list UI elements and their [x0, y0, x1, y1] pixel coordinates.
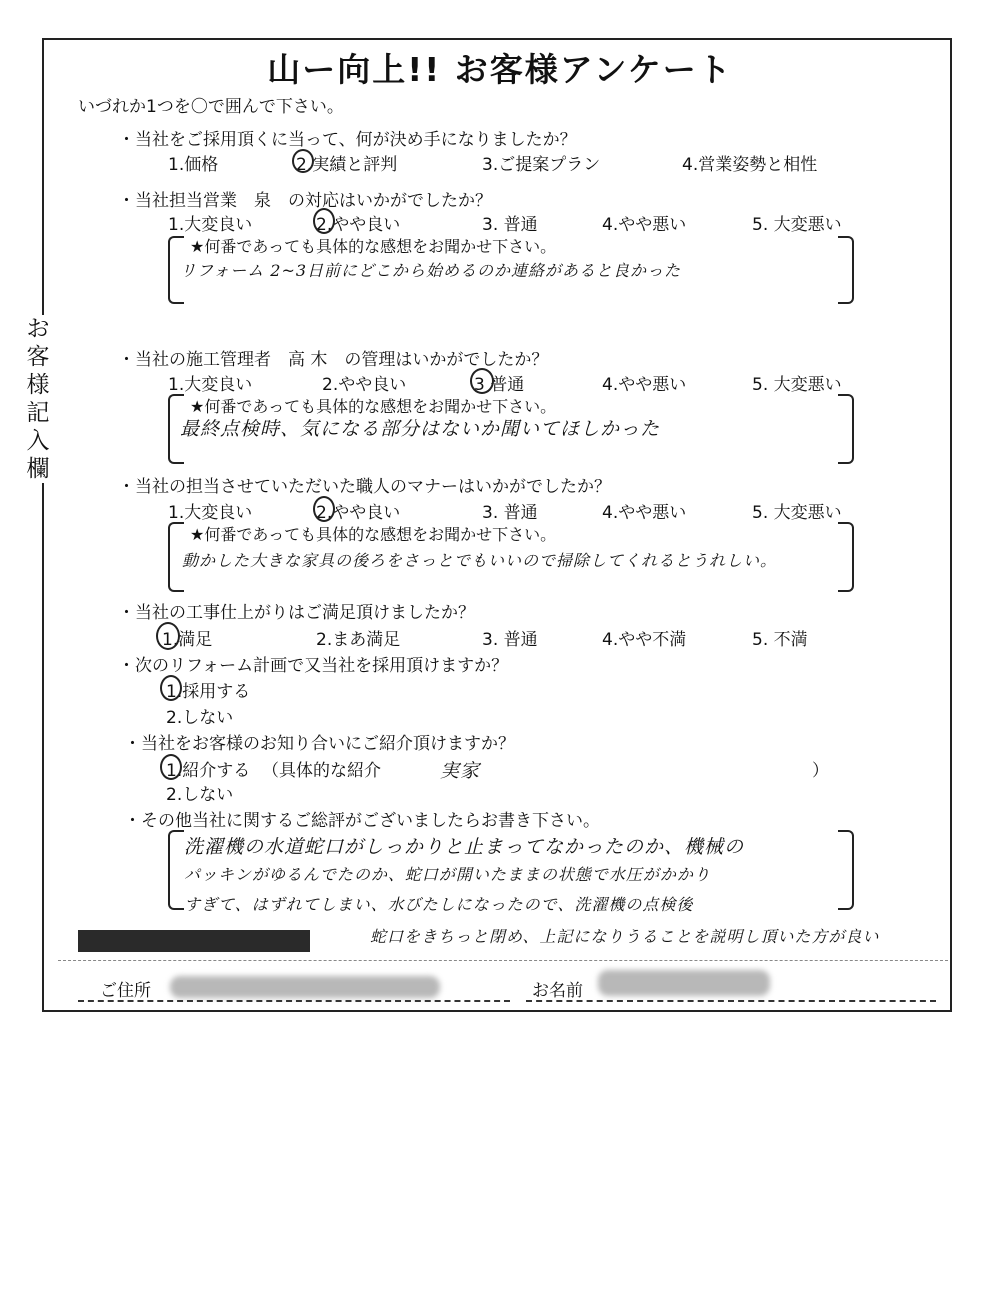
question-3: ・当社の施工管理者 高 木 の管理はいかがでしたか？ — [118, 350, 549, 370]
q3-option-1[interactable]: 1.大変良い — [168, 375, 253, 395]
selection-circle — [160, 754, 182, 780]
q4-option-3[interactable]: 3. 普通 — [482, 503, 538, 523]
q1-option-1[interactable]: 1.価格 — [168, 155, 219, 175]
q7-close-paren: ） — [812, 761, 829, 781]
address-redacted — [170, 976, 440, 998]
address-line — [78, 1000, 510, 1002]
page-title: 山ー向上!! お客様アンケート — [267, 50, 733, 89]
selection-circle — [160, 675, 182, 701]
sidebar-char: 記 — [26, 400, 50, 426]
q5-option-2[interactable]: 2.まあ満足 — [316, 630, 401, 650]
comment-bracket-right — [838, 236, 854, 304]
q2-option-3[interactable]: 3. 普通 — [482, 215, 538, 235]
sidebar-char: 入 — [26, 428, 50, 454]
divider-line — [58, 960, 948, 961]
question-2: ・当社担当営業 泉 の対応はいかがでしたか？ — [118, 191, 492, 211]
question-4: ・当社の担当させていただいた職人のマナーはいかがでしたか？ — [118, 477, 611, 497]
q1-option-2[interactable]: 2.実績と評判 — [296, 155, 398, 175]
comment-prompt: ★何番であっても具体的な感想をお聞かせ下さい。 — [190, 397, 557, 416]
sidebar-char: お — [26, 316, 50, 342]
comment-prompt: ★何番であっても具体的な感想をお聞かせ下さい。 — [190, 237, 557, 256]
comment-prompt: ★何番であっても具体的な感想をお聞かせ下さい。 — [190, 525, 557, 544]
selection-circle — [313, 208, 335, 234]
q5-option-1[interactable]: 1.満足 — [162, 630, 213, 650]
comment-bracket-right — [838, 394, 854, 464]
q3-option-3[interactable]: 3 普通 — [474, 375, 525, 395]
name-label: お名前 — [532, 981, 583, 1001]
comment-bracket-right — [838, 830, 854, 910]
q3-option-5[interactable]: 5. 大変悪い — [752, 375, 842, 395]
question-1: ・当社をご採用頂くに当って、何が決め手になりましたか？ — [118, 130, 577, 150]
q8-comment-line: 蛇口をきちっと閉め、上記になりうることを説明し頂いた方が良い — [370, 927, 880, 946]
q4-option-1[interactable]: 1.大変良い — [168, 503, 253, 523]
instruction-text: いづれか1つを〇で囲んで下さい。 — [78, 97, 344, 117]
q5-option-5[interactable]: 5. 不満 — [752, 630, 808, 650]
q7-specific-label: （具体的な紹介 — [262, 761, 381, 781]
question-6: ・次のリフォーム計画で又当社を採用頂けますか？ — [118, 656, 509, 676]
q7-option-2[interactable]: 2.しない — [166, 785, 234, 805]
q6-option-2[interactable]: 2.しない — [166, 708, 234, 728]
q8-comment-line: 洗濯機の水道蛇口がしっかりと止まってなかったのか、機械の — [184, 836, 745, 858]
name-line — [526, 1000, 936, 1002]
q4-option-5[interactable]: 5. 大変悪い — [752, 503, 842, 523]
name-redacted — [598, 970, 770, 996]
selection-circle — [292, 149, 314, 173]
q5-option-3[interactable]: 3. 普通 — [482, 630, 538, 650]
sidebar-char: 欄 — [26, 456, 50, 482]
q3-option-2[interactable]: 2.やや良い — [322, 375, 407, 395]
address-label: ご住所 — [100, 981, 151, 1001]
q3-option-4[interactable]: 4.やや悪い — [602, 375, 687, 395]
q4-option-4[interactable]: 4.やや悪い — [602, 503, 687, 523]
comment-bracket-right — [838, 522, 854, 592]
q1-option-4[interactable]: 4.営業姿勢と相性 — [682, 155, 818, 175]
q4-comment: 動かした大きな家具の後ろをさっとでもいいので掃除してくれるとうれしい。 — [182, 551, 778, 570]
sidebar-char: 様 — [26, 372, 50, 398]
sidebar-char: 客 — [26, 344, 50, 370]
q3-comment: 最終点検時、気になる部分はないか聞いてほしかった — [180, 418, 661, 440]
selection-circle — [156, 622, 180, 650]
q6-option-1[interactable]: 1.採用する — [166, 682, 251, 702]
comment-bracket-left — [168, 830, 184, 910]
q2-option-5[interactable]: 5. 大変悪い — [752, 215, 842, 235]
q5-option-4[interactable]: 4.やや不満 — [602, 630, 687, 650]
q2-option-4[interactable]: 4.やや悪い — [602, 215, 687, 235]
question-8: ・その他当社に関するご総評がございましたらお書き下さい。 — [124, 811, 600, 831]
q8-comment-line: すぎて、はずれてしまい、水びたしになったので、洗濯機の点検後 — [184, 895, 694, 914]
q7-specific-value: 実家 — [440, 760, 481, 782]
selection-circle — [313, 496, 335, 522]
question-7: ・当社をお客様のお知り合いにご紹介頂けますか？ — [124, 734, 515, 754]
q2-option-1[interactable]: 1.大変良い — [168, 215, 253, 235]
selection-circle — [470, 368, 494, 394]
q2-option-2[interactable]: 2.やや良い — [316, 215, 401, 235]
q8-comment-line: パッキンがゆるんでたのか、蛇口が開いたままの状態で水圧がかかり — [184, 865, 711, 884]
q7-option-1[interactable]: 1.紹介する — [166, 761, 251, 781]
q1-option-3[interactable]: 3.ご提案プラン — [482, 155, 601, 175]
question-5: ・当社の工事仕上がりはご満足頂けましたか？ — [118, 603, 475, 623]
sidebar-label — [22, 315, 54, 483]
q2-comment: リフォーム 2~3日前にどこから始めるのか連絡があると良かった — [180, 261, 682, 280]
redaction-bar — [78, 930, 310, 952]
q4-option-2[interactable]: 2.やや良い — [316, 503, 401, 523]
